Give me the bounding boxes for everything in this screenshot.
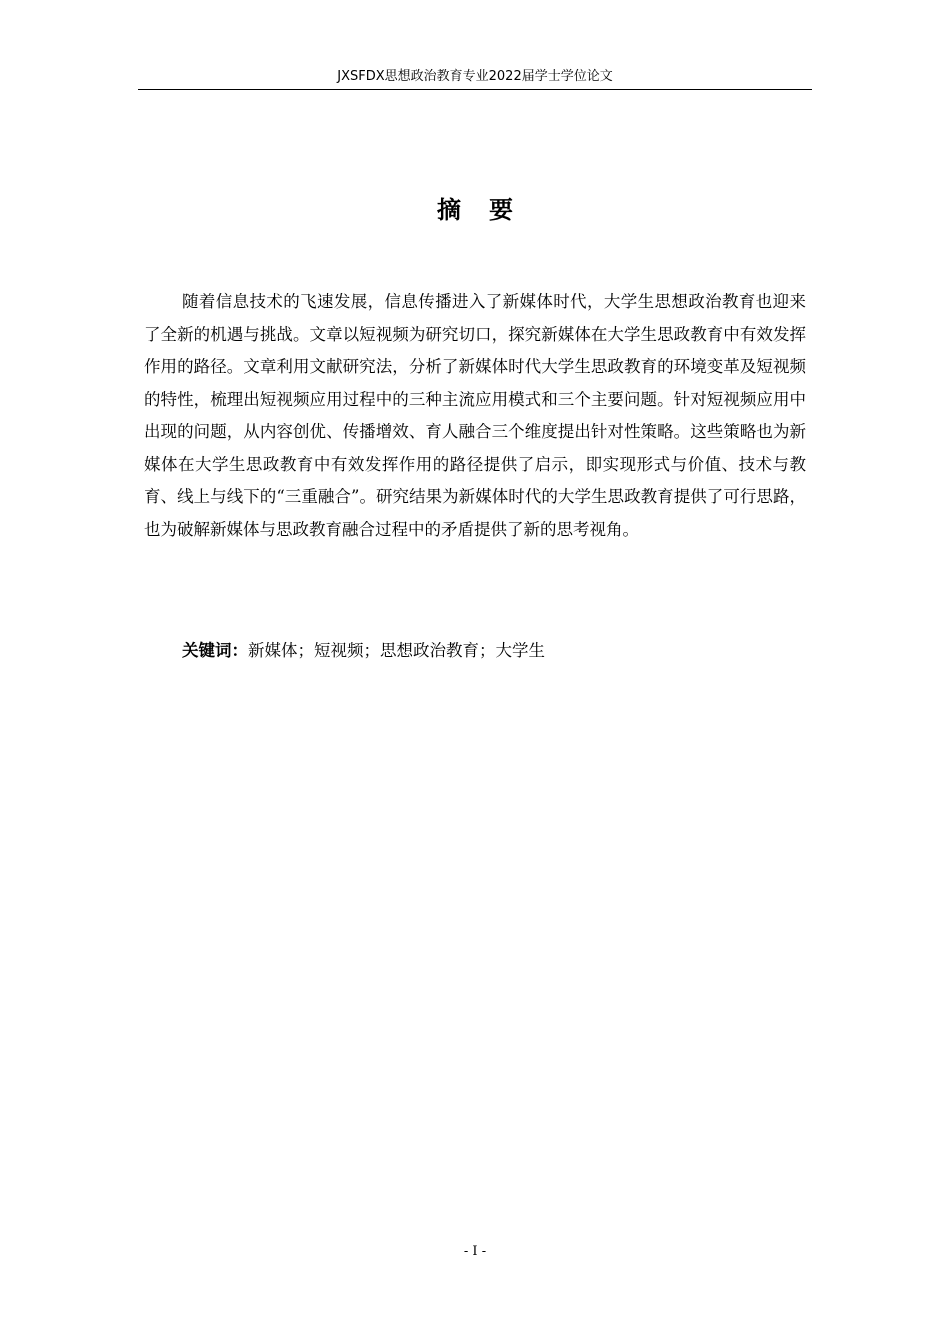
abstract-title: 摘要 (437, 196, 541, 224)
abstract-body: 随着信息技术的飞速发展，信息传播进入了新媒体时代，大学生思想政治教育也迎来了全新的机遇与挑战。文章以短视频为研究切口，探究新媒体在大学生思政教育中有效发挥作用的路径。文章利用文献研究法，分析了新媒体时代大学生思政教育的环境变革及短视频的特性，梳理出短视频应用过程中的三种主流应用模式和三个主要问题。针对短视频应用中出现的问题，从内容创优、传播增效、育人融合三个维度提出针对性策略。这些策略也为新媒体在大学生思政教育中有效发挥作用的路径提供了启示，即实现形式与价值、技术与教育、线上与线下的“三重融合”。研究结果为新媒体时代的大学生思政教育提供了可行思路，也为破解新媒体与思政教育融合过程中的矛盾提供了新的思考视角。 (144, 292, 806, 539)
keywords-line (182, 637, 802, 665)
keywords-list: 新媒体；短视频；思想政治教育；大学生 (248, 641, 545, 660)
header-rule (138, 89, 812, 90)
running-header: JXSFDX思想政治教育专业2022届学士学位论文 (337, 69, 613, 84)
keywords-label: 关键词： (182, 641, 248, 660)
page-number: - I - (463, 1244, 487, 1259)
